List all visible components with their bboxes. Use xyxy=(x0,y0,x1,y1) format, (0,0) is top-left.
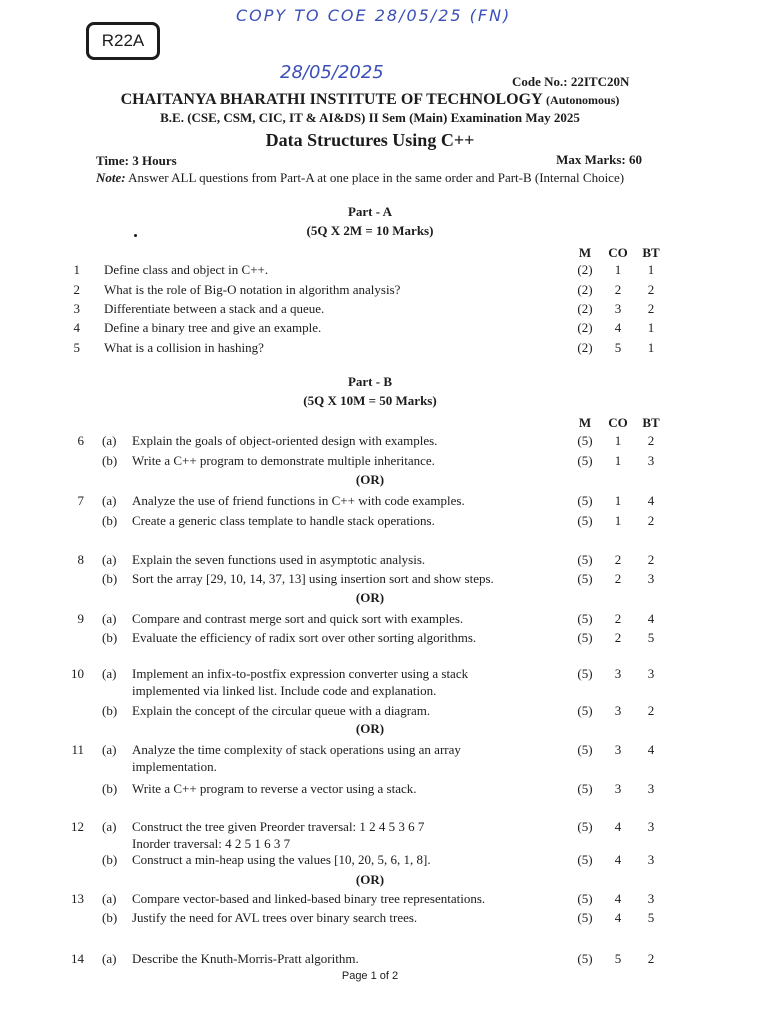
paper-code-badge: R22A xyxy=(86,22,160,60)
question-co: 2 xyxy=(614,630,622,645)
handwritten-date: 28/05/2025 xyxy=(280,62,384,83)
question-co: 2 xyxy=(614,571,622,586)
question-marks: (2) xyxy=(577,320,593,335)
question-bt: 2 xyxy=(647,951,655,966)
question-marks: (5) xyxy=(577,852,593,867)
question-number: 8 xyxy=(77,552,84,567)
question-co: 5 xyxy=(614,951,622,966)
subject-title: Data Structures Using C++ xyxy=(265,130,475,150)
sub-question-label: (b) xyxy=(102,852,118,867)
question-marks: (2) xyxy=(577,301,593,316)
question-bt: 4 xyxy=(647,493,655,508)
question-bt: 1 xyxy=(647,262,655,277)
sub-question-label: (b) xyxy=(102,910,118,925)
question-text: Analyze the use of friend functions in C++ with code examples. xyxy=(132,493,465,508)
question-marks: (5) xyxy=(577,781,593,796)
question-marks: (5) xyxy=(577,493,593,508)
question-text: Create a generic class template to handle stack operations. xyxy=(132,513,435,528)
max-marks: Max Marks: 60 xyxy=(556,152,642,167)
question-bt: 5 xyxy=(647,910,655,925)
programme-line: B.E. (CSE, CSM, CIC, IT & AI&DS) II Sem (Main) Examination May 2025 xyxy=(160,110,580,125)
sub-question-label: (b) xyxy=(102,571,118,586)
question-text: Write a C++ program to demonstrate multiple inheritance. xyxy=(132,453,435,468)
sub-question-label: (b) xyxy=(102,453,118,468)
question-bt: 3 xyxy=(647,891,655,906)
question-bt: 2 xyxy=(647,433,655,448)
question-text: Compare and contrast merge sort and quick sort with examples. xyxy=(132,611,464,626)
question-text: Evaluate the efficiency of radix sort over other sorting algorithms. xyxy=(132,630,477,645)
sub-question-label: (b) xyxy=(102,703,118,718)
question-number: 7 xyxy=(77,493,84,508)
question-co: 3 xyxy=(614,781,622,796)
question-number: 1 xyxy=(73,262,80,277)
question-text: Sort the array [29, 10, 14, 37, 13] using insertion sort and show steps. xyxy=(132,571,494,586)
sub-question-label: (a) xyxy=(102,611,117,626)
col-header-bt-b: BT xyxy=(642,415,660,430)
question-co: 3 xyxy=(614,301,622,316)
or-separator: (OR) xyxy=(355,872,385,887)
question-co: 1 xyxy=(614,513,622,528)
question-co: 4 xyxy=(614,891,622,906)
question-marks: (5) xyxy=(577,742,593,757)
question-number: 2 xyxy=(73,282,80,297)
sub-question-label: (a) xyxy=(102,891,117,906)
question-number: 5 xyxy=(73,340,80,355)
sub-question-label: (a) xyxy=(102,493,117,508)
question-text: Compare vector-based and linked-based binary tree representations. xyxy=(132,891,486,906)
part-a-title: Part - A xyxy=(347,204,393,219)
question-marks: (5) xyxy=(577,819,593,834)
question-text: Write a C++ program to reverse a vector using a stack. xyxy=(132,781,417,796)
question-number: 13 xyxy=(71,891,84,906)
question-text: Implement an infix-to-postfix expression converter using a stack xyxy=(132,666,469,681)
question-co: 4 xyxy=(614,320,622,335)
question-text: Define a binary tree and give an example. xyxy=(104,320,322,335)
note-text: Answer ALL questions from Part-A at one place in the same order and Part-B (Internal Choice) xyxy=(128,170,625,185)
question-bt: 5 xyxy=(647,630,655,645)
question-bt: 2 xyxy=(647,513,655,528)
question-number: 14 xyxy=(71,951,84,966)
question-marks: (2) xyxy=(577,282,593,297)
question-co: 3 xyxy=(614,703,622,718)
question-marks: (5) xyxy=(577,630,593,645)
question-bt: 3 xyxy=(647,666,655,681)
question-number: 6 xyxy=(77,433,84,448)
or-separator: (OR) xyxy=(355,721,385,736)
sub-question-label: (b) xyxy=(102,513,118,528)
col-header-co-b: CO xyxy=(608,415,628,430)
sub-question-label: (a) xyxy=(102,819,117,834)
question-text: What is the role of Big-O notation in algorithm analysis? xyxy=(104,282,401,297)
question-co: 1 xyxy=(614,493,622,508)
question-marks: (5) xyxy=(577,611,593,626)
question-text: Explain the seven functions used in asymptotic analysis. xyxy=(132,552,426,567)
question-text: Describe the Knuth-Morris-Pratt algorithm. xyxy=(132,951,359,966)
question-number: 3 xyxy=(73,301,80,316)
question-marks: (5) xyxy=(577,666,593,681)
institute-name xyxy=(0,91,740,109)
question-co: 4 xyxy=(614,819,622,834)
question-number: 10 xyxy=(71,666,84,681)
question-text: Construct a min-heap using the values [10, 20, 5, 6, 1, 8]. xyxy=(132,852,431,867)
part-b-title: Part - B xyxy=(347,374,393,389)
sub-question-label: (a) xyxy=(102,742,117,757)
question-co: 4 xyxy=(614,852,622,867)
sub-question-label: (b) xyxy=(102,630,118,645)
question-text: Analyze the time complexity of stack operations using an array xyxy=(132,742,461,757)
question-text-continued: implemented via linked list. Include code and explanation. xyxy=(132,683,437,698)
question-number: 12 xyxy=(71,819,84,834)
question-marks: (5) xyxy=(577,433,593,448)
question-bt: 3 xyxy=(647,852,655,867)
question-co: 1 xyxy=(614,262,622,277)
question-co: 5 xyxy=(614,340,622,355)
col-header-m-b: M xyxy=(578,415,592,430)
question-marks: (5) xyxy=(577,951,593,966)
question-co: 2 xyxy=(614,552,622,567)
question-bt: 3 xyxy=(647,819,655,834)
sub-question-label: (b) xyxy=(102,781,118,796)
question-text-continued: Inorder traversal: 4 2 5 1 6 3 7 xyxy=(132,836,291,851)
question-marks: (5) xyxy=(577,571,593,586)
part-a-scheme: (5Q X 2M = 10 Marks) xyxy=(306,223,434,238)
question-marks: (5) xyxy=(577,910,593,925)
question-bt: 3 xyxy=(647,781,655,796)
scan-speck xyxy=(134,234,137,237)
question-co: 4 xyxy=(614,910,622,925)
question-co: 1 xyxy=(614,453,622,468)
question-bt: 2 xyxy=(647,703,655,718)
question-text: Define class and object in C++. xyxy=(104,262,269,277)
question-marks: (2) xyxy=(577,340,593,355)
question-text: Construct the tree given Preorder traversal: 1 2 4 5 3 6 7 xyxy=(132,819,425,834)
col-header-co: CO xyxy=(608,245,628,260)
question-number: 11 xyxy=(71,742,84,757)
autonomous-label: (Autonomous) xyxy=(546,93,620,107)
question-marks: (5) xyxy=(577,513,593,528)
question-text: Differentiate between a stack and a queue. xyxy=(104,301,325,316)
question-co: 3 xyxy=(614,666,622,681)
question-number: 9 xyxy=(77,611,84,626)
question-bt: 1 xyxy=(647,320,655,335)
question-bt: 2 xyxy=(647,282,655,297)
question-text-continued: implementation. xyxy=(132,759,217,774)
sub-question-label: (a) xyxy=(102,552,117,567)
handwritten-note: COPY TO COE 28/05/25 (FN) xyxy=(236,6,512,25)
question-bt: 3 xyxy=(647,571,655,586)
question-bt: 2 xyxy=(647,552,655,567)
question-bt: 1 xyxy=(647,340,655,355)
question-text: Explain the goals of object-oriented design with examples. xyxy=(132,433,438,448)
sub-question-label: (a) xyxy=(102,951,117,966)
question-co: 1 xyxy=(614,433,622,448)
time-allowed: Time: 3 Hours xyxy=(96,153,177,168)
question-marks: (5) xyxy=(577,703,593,718)
question-bt: 4 xyxy=(647,742,655,757)
part-b-scheme: (5Q X 10M = 50 Marks) xyxy=(303,393,437,408)
question-co: 2 xyxy=(614,282,622,297)
question-text: Explain the concept of the circular queue with a diagram. xyxy=(132,703,431,718)
institute-title: CHAITANYA BHARATHI INSTITUTE OF TECHNOLOGY xyxy=(120,91,543,108)
question-co: 3 xyxy=(614,742,622,757)
question-text: Justify the need for AVL trees over binary search trees. xyxy=(132,910,418,925)
code-number: Code No.: 22ITC20N xyxy=(512,74,630,89)
question-co: 2 xyxy=(614,611,622,626)
or-separator: (OR) xyxy=(355,472,385,487)
question-marks: (2) xyxy=(577,262,593,277)
question-bt: 4 xyxy=(647,611,655,626)
or-separator: (OR) xyxy=(355,590,385,605)
instructions-note xyxy=(96,169,656,187)
col-header-bt: BT xyxy=(642,245,660,260)
page-number: Page 1 of 2 xyxy=(341,970,399,982)
question-bt: 2 xyxy=(647,301,655,316)
question-marks: (5) xyxy=(577,453,593,468)
question-bt: 3 xyxy=(647,453,655,468)
note-label: Note: xyxy=(96,170,126,185)
question-text: What is a collision in hashing? xyxy=(104,340,264,355)
sub-question-label: (a) xyxy=(102,666,117,681)
question-marks: (5) xyxy=(577,891,593,906)
sub-question-label: (a) xyxy=(102,433,117,448)
col-header-m: M xyxy=(578,245,592,260)
question-marks: (5) xyxy=(577,552,593,567)
question-number: 4 xyxy=(73,320,80,335)
